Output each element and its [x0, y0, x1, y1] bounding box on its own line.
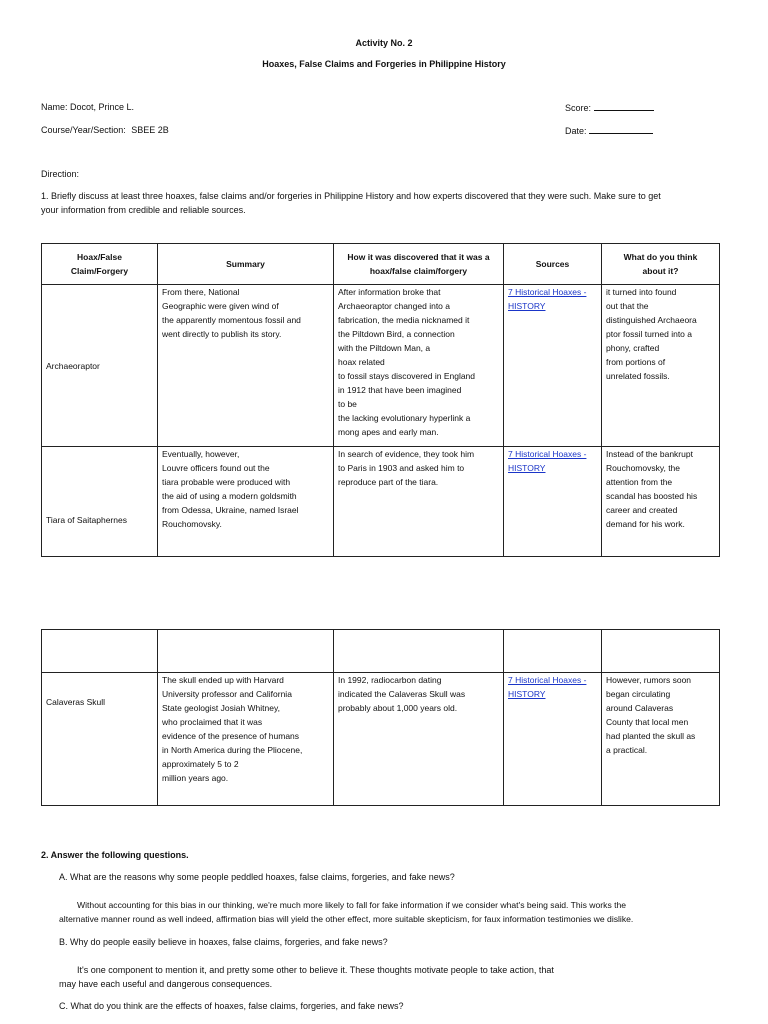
question-b: B. Why do people easily believe in hoaxes, false claims, forgeries, and fake news? [59, 937, 388, 947]
name-value: Docot, Prince L. [70, 102, 135, 112]
section-line [41, 123, 169, 137]
page-title: Hoaxes, False Claims and Forgeries in Philippine History [262, 59, 506, 69]
question-a: A. What are the reasons why some people peddled hoaxes, false claims, forgeries, and fake news? [59, 872, 455, 882]
answer-b-line-2: may have each useful and dangerous consequences. [59, 979, 273, 989]
direction-line-2: your information from credible and reliable sources. [41, 205, 246, 215]
score-label: Score: [565, 103, 592, 113]
question-c: C. What do you think are the effects of hoaxes, false claims, forgeries, and fake news? [59, 1001, 404, 1011]
source-link[interactable]: 7 Historical Hoaxes - HISTORY [508, 675, 587, 699]
questions-title: 2. Answer the following questions. [41, 850, 189, 860]
answer-a [59, 898, 759, 926]
section-label: Course/Year/Section: [41, 125, 126, 135]
empty-cell [158, 630, 334, 673]
table-row [42, 673, 720, 806]
empty-cell [504, 630, 602, 673]
empty-row [42, 630, 720, 673]
hoax-table [41, 243, 720, 557]
date-blank[interactable] [589, 123, 653, 134]
summary-cell: From there, National Geographic were given wind of the apparently momentous fossil and went directly to publish its story. [158, 285, 334, 447]
date-label: Date: [565, 126, 587, 136]
direction-item-1 [41, 189, 731, 217]
direction-label: Direction: [41, 169, 80, 179]
header-summary: Summary [158, 244, 334, 285]
name-label: Name: [41, 102, 68, 112]
table-row [42, 285, 720, 447]
header-hoax: Hoax/False Claim/Forgery [42, 244, 158, 285]
table-row [42, 447, 720, 557]
hoax-table-continued [41, 629, 720, 806]
activity-number: Activity No. 2 [355, 38, 413, 48]
how-cell: After information broke that Archaeoraptor changed into a fabrication, the media nicknamed it the Piltdown Bird, a connection with the Piltdown Man, a hoax related to fossil stays discovered in England in 1912 that have been imagined to be the lacking evolutionary hyperlink a mong apes and early man. [334, 285, 504, 447]
think-cell: Instead of the bankrupt Rouchomovsky, the attention from the scandal has boosted his career and created demand for his work. [602, 447, 720, 557]
section-value: SBEE 2B [131, 125, 169, 135]
how-cell: In 1992, radiocarbon dating indicated the Calaveras Skull was probably about 1,000 years old. [334, 673, 504, 806]
hoax-name: Archaeoraptor [42, 285, 158, 447]
how-cell: In search of evidence, they took him to Paris in 1903 and asked him to reproduce part of the tiara. [334, 447, 504, 557]
summary-cell: The skull ended up with Harvard University professor and California State geologist Josiah Whitney, who proclaimed that it was evidence of the presence of humans in North America during the Pliocene, approximately 5 to 2 million years ago. [158, 673, 334, 806]
direction-line-1: 1. Briefly discuss at least three hoaxes, false claims and/or forgeries in Philippine History and how experts discovered that they were such. Make sure to get [41, 191, 661, 201]
answer-b-line-1: It's one component to mention it, and pretty some other to believe it. These thoughts motivate people to take action, that [77, 965, 554, 975]
think-cell: it turned into found out that the distinguished Archaeora ptor fossil turned into a phony, crafted from portions of unrelated fossils. [602, 285, 720, 447]
answer-a-line-1: Without accounting for this bias in our thinking, we're much more likely to fall for fake information if we consider what's being said. This works the [77, 900, 627, 910]
hoax-name: Calaveras Skull [42, 673, 158, 806]
empty-cell [602, 630, 720, 673]
header-think: What do you think about it? [602, 244, 720, 285]
score-line [565, 100, 654, 115]
empty-cell [334, 630, 504, 673]
score-blank[interactable] [594, 100, 654, 111]
source-link[interactable]: 7 Historical Hoaxes - HISTORY [508, 287, 587, 311]
answer-a-line-2: alternative manner round as well indeed, affirmation bias will yield the other effect, more suitable skepticism, for faux information testimonies we dislike. [59, 914, 634, 924]
date-line [565, 123, 653, 138]
summary-cell: Eventually, however, Louvre officers found out the tiara probable were produced with the aid of using a modern goldsmith from Odessa, Ukraine, named Israel Rouchomovsky. [158, 447, 334, 557]
table-header-row [42, 244, 720, 285]
header-how: How it was discovered that it was a hoax/false claim/forgery [334, 244, 504, 285]
header-sources: Sources [504, 244, 602, 285]
hoax-name: Tiara of Saitaphernes [42, 447, 158, 557]
think-cell: However, rumors soon began circulating around Calaveras County that local men had planted the skull as a practical. [602, 673, 720, 806]
source-link[interactable]: 7 Historical Hoaxes - HISTORY [508, 449, 587, 473]
answer-b [59, 963, 699, 991]
empty-cell [42, 630, 158, 673]
name-line [41, 100, 134, 114]
